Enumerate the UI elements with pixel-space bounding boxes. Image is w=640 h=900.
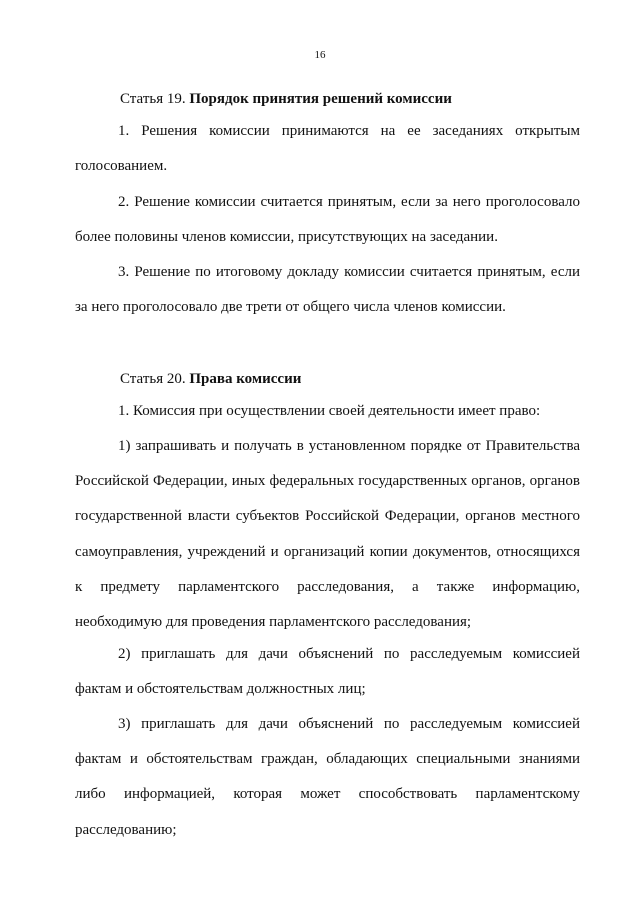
article-19-heading xyxy=(120,89,452,109)
page-number: 16 xyxy=(314,49,326,61)
article-19-paragraph-1: 1. Решения комиссии принимаются на ее заседаниях открытым голосованием. xyxy=(75,123,580,174)
article-19-paragraph-3: 3. Решение по итоговому докладу комиссии считается принятым, если за него проголосовало две трети от общего числа членов комиссии. xyxy=(75,264,580,315)
article-19-paragraph-2: 2. Решение комиссии считается принятым, если за него проголосовало более половины членов комиссии, присутствующих на заседании. xyxy=(75,194,580,245)
article-20-intro: 1. Комиссия при осуществлении своей деятельности имеет право: xyxy=(118,403,541,419)
article-19-prefix: Статья 19. xyxy=(120,91,190,107)
article-20-item-2: 2) приглашать для дачи объяснений по расследуемым комиссией фактам и обстоятельствам должностных лиц; xyxy=(75,646,580,698)
article-20-item-3: 3) приглашать для дачи объяснений по расследуемым комиссией фактам и обстоятельствам граждан, обладающих специальными знаниями либо информацией, которая может способствовать парламентскому расследованию; xyxy=(75,716,580,838)
article-20-heading xyxy=(120,369,301,389)
article-20-title: Права комиссии xyxy=(189,371,302,387)
article-20-item-1: 1) запрашивать и получать в установленном порядке от Правительства Российской Федерации, иных федеральных государственных органов, органов государственной власти субъектов Российской Федерации, органов местного самоуправления, учреждений и организаций копии документов, относящихся к предмету парламентского расследования, а также информацию, необходимую для проведения парламентского расследования; xyxy=(75,438,580,631)
article-20-prefix: Статья 20. xyxy=(120,371,190,387)
article-19-title: Порядок принятия решений комиссии xyxy=(189,91,452,107)
